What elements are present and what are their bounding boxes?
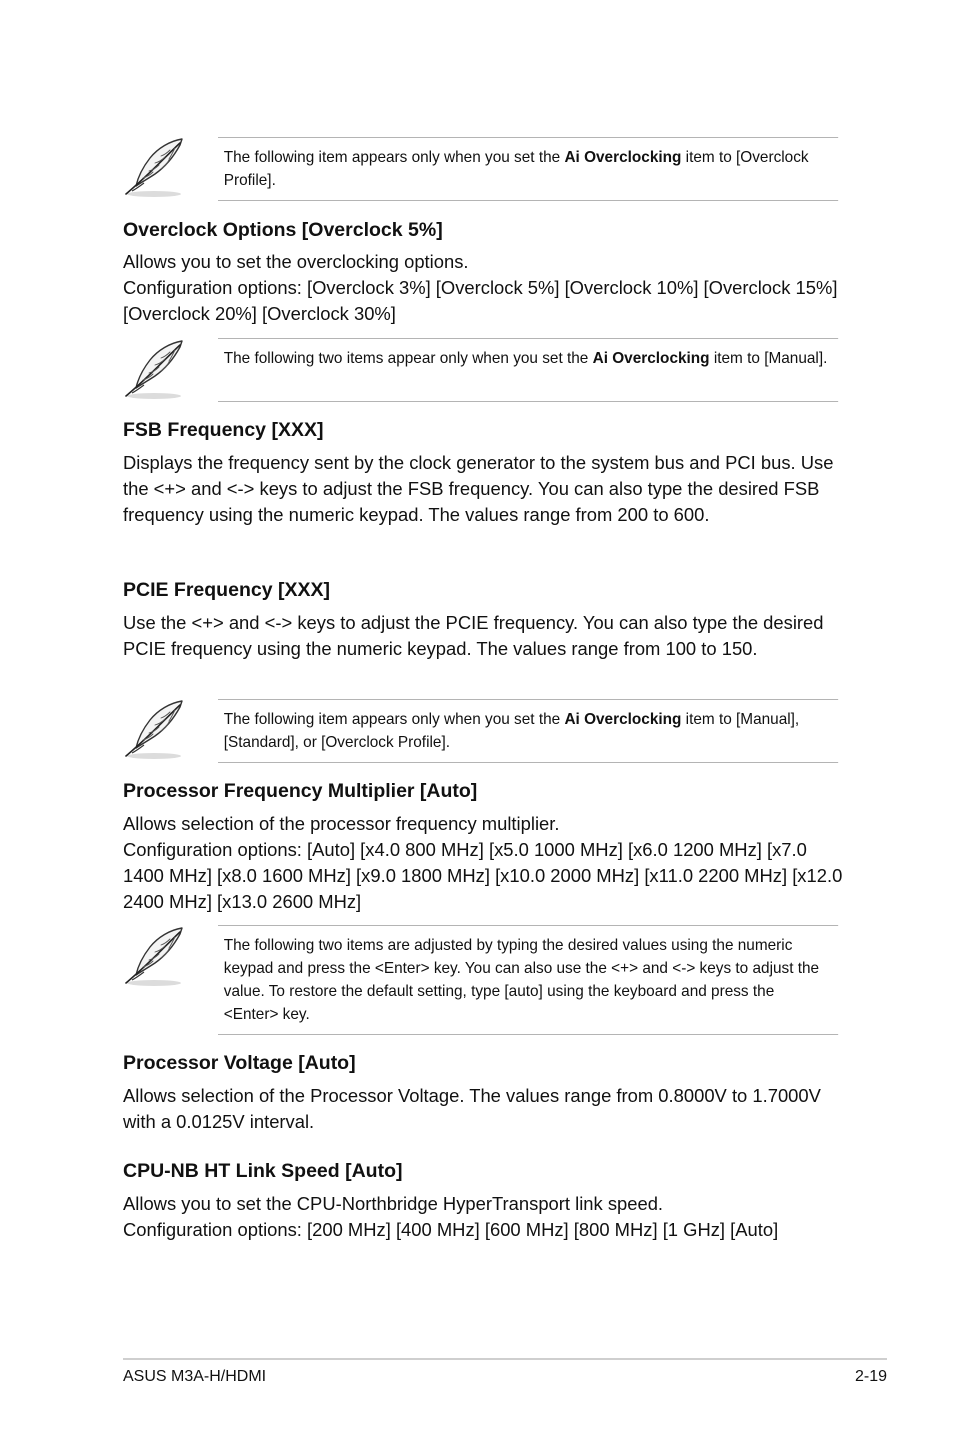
- note-box: [218, 699, 838, 763]
- footer-product-name: ASUS M3A-H/HDMI: [123, 1368, 267, 1385]
- paragraph: Allows you to set the overclocking options.: [123, 251, 469, 272]
- feather-pen-icon: [122, 136, 186, 198]
- footer-divider: [123, 1358, 887, 1360]
- paragraph: Configuration options: [Overclock 3%] [Overclock 5%] [Overclock 10%] [Overclock 15%] [Overclock 20%] [Overclock 30%]: [123, 277, 838, 324]
- section-body-overclock-options: [123, 249, 843, 327]
- paragraph: Allows selection of the Processor Voltage. The values range from 0.8000V to 1.7000V with a 0.0125V interval.: [123, 1085, 821, 1132]
- paragraph: Configuration options: [Auto] [x4.0 800 MHz] [x5.0 1000 MHz] [x6.0 1200 MHz] [x7.0 1400 MHz] [x8.0 1600 MHz] [x9.0 1800 MHz] [x10.0 2000 MHz] [x11.0 2200 MHz] [x12.0 2400 MHz] [x13.0 2600 MHz]: [123, 839, 843, 912]
- paragraph: Allows you to set the CPU-Northbridge HyperTransport link speed.: [123, 1193, 664, 1214]
- section-heading-fsb-frequency: FSB Frequency [XXX]: [123, 419, 324, 441]
- footer-page-number: 2-19: [854, 1368, 887, 1385]
- note-text: The following two items are adjusted by typing the desired values using the numeric keypad and press the <Enter> key. You can also use the <+> and <-> keys to adjust the value. To restore the default setting, type [auto] using the keyboard and press the <Enter> key.: [223, 937, 820, 1023]
- paragraph: Configuration options: [200 MHz] [400 MHz] [600 MHz] [800 MHz] [1 GHz] [Auto]: [123, 1219, 779, 1240]
- feather-pen-icon: [122, 925, 186, 987]
- paragraph: Use the <+> and <-> keys to adjust the PCIE frequency. You can also type the desired PCIE frequency using the numeric keypad. The values range from 100 to 150.: [123, 612, 824, 659]
- paragraph: Displays the frequency sent by the clock generator to the system bus and PCI bus. Use the <+> and <-> keys to adjust the FSB frequency. You can also type the desired FSB frequency using the numeric keypad. The values range from 200 to 600.: [123, 452, 834, 525]
- note-text: The following item appears only when you set the Ai Overclocking item to [Manual], [Standard], or [Overclock Profile].: [223, 711, 800, 751]
- section-heading-cpu-nb-ht-link-speed: CPU-NB HT Link Speed [Auto]: [123, 1160, 403, 1182]
- section-body-cpu-nb-ht-link-speed: [123, 1191, 843, 1243]
- note-box: [218, 338, 838, 402]
- paragraph: Allows selection of the processor frequency multiplier.: [123, 813, 560, 834]
- note-box: [218, 925, 838, 1035]
- feather-pen-icon: [122, 698, 186, 760]
- section-body-processor-voltage: [123, 1083, 843, 1135]
- note-text: The following two items appear only when you set the Ai Overclocking item to [Manual].: [223, 350, 828, 367]
- feather-pen-icon: [122, 338, 186, 400]
- section-heading-processor-voltage: Processor Voltage [Auto]: [123, 1052, 356, 1074]
- section-body-pcie-frequency: [123, 610, 843, 662]
- note-box: [218, 137, 838, 201]
- section-heading-processor-frequency-multiplier: Processor Frequency Multiplier [Auto]: [123, 780, 478, 802]
- section-body-processor-frequency-multiplier: [123, 811, 843, 915]
- section-heading-pcie-frequency: PCIE Frequency [XXX]: [123, 579, 330, 601]
- section-body-fsb-frequency: [123, 450, 843, 528]
- note-text: The following item appears only when you set the Ai Overclocking item to [Overclock Profile].: [223, 149, 809, 189]
- section-heading-overclock-options: Overclock Options [Overclock 5%]: [123, 219, 443, 241]
